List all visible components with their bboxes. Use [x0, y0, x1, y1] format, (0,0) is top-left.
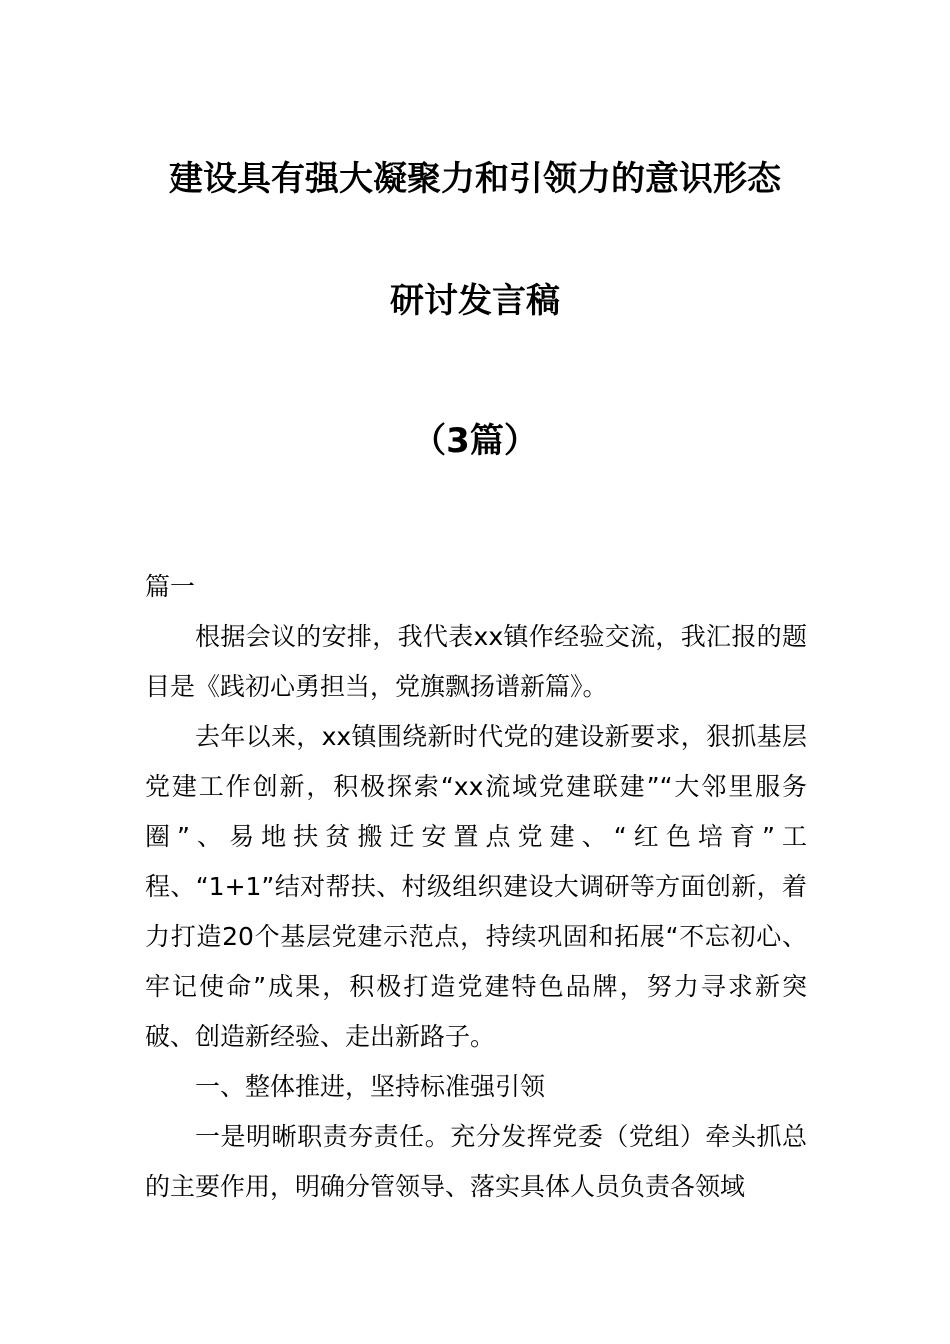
document-title-line-1: 建设具有强大凝聚力和引领力的意识形态: [169, 159, 781, 199]
section-heading: 一、整体推进，坚持标准强引领: [195, 1072, 546, 1101]
document-title-count: （3篇）: [412, 421, 538, 461]
document-body: [145, 562, 807, 1212]
document-title-line-2: 研讨发言稿: [390, 281, 560, 321]
paragraph: 根据会议的安排，我代表xx镇作经验交流，我汇报的题目是《践初心勇担当，党旗飘扬谱新篇》。: [145, 622, 807, 701]
paragraph: 一是明晰职责夯责任。充分发挥党委（党组）牵头抓总的主要作用，明确分管领导、落实具体人员负责各领域: [145, 1122, 807, 1201]
section-label: 篇一: [145, 572, 196, 601]
paragraph: 去年以来，xx镇围绕新时代党的建设新要求，狠抓基层党建工作创新，积极探索“xx流域党建联建”“大邻里服务圈”、易地扶贫搬迁安置点党建、“红色培育”工程、“1+1”结对帮扶、村级组织建设大调研等方面创新，着力打造20个基层党建示范点，持续巩固和拓展“不忘初心、牢记使命”成果，积极打造党建特色品牌，努力寻求新突破、创造新经验、走出新路子。: [145, 722, 807, 1051]
